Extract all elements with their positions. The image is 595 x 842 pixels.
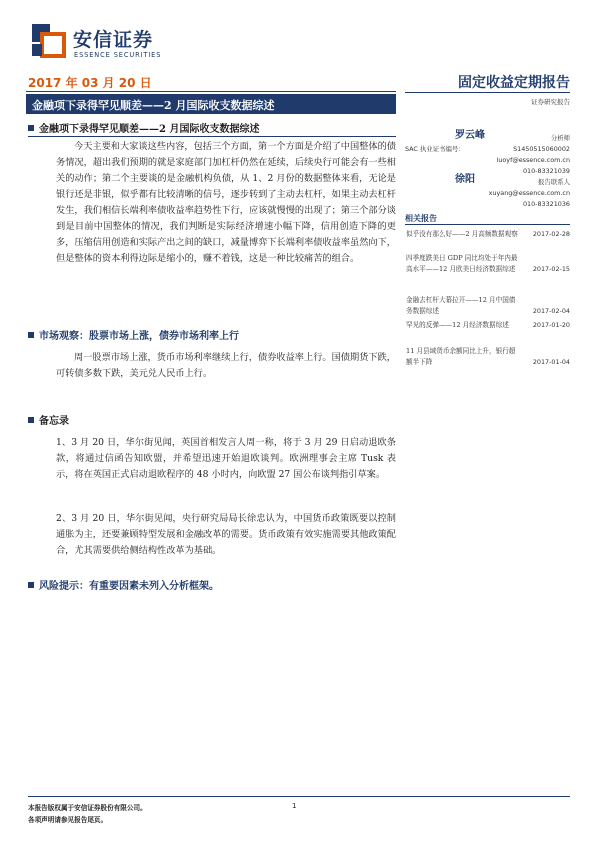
related-report-date: 2017-02-15: [532, 265, 570, 273]
related-report-title[interactable]: 罕见的反弹——12 月经济数据综述: [406, 321, 509, 329]
market-paragraph: 周一股票市场上涨，货币市场利率继续上行，债券收益率上行。国债期货下跌，可转债多数下跌，美元兑人民币上行。: [56, 352, 396, 379]
contact-name: 徐阳: [455, 174, 475, 185]
contact-role: 报告联系人: [538, 178, 570, 186]
section-summary-title: 金融项下录得罕见顺差——2 月国际收支数据综述: [39, 124, 260, 135]
logo-name-cn: 安信证券: [73, 29, 154, 51]
summary-paragraph: 今天主要和大家谈这些内容，包括三个方面，第一个方面是介绍了中国整体的债务情况，超出我们预期的就是家庭部门加杠杆仍然在延续，后续央行可能会有一些相关的动作；第二个主要谈的是金融机构负债，从 1、2 月份的数据整体来看，无论是银行还是非银，似乎都有比较清晰的信号，逐步转到了主动去杠杆，如果主动去杠杆发生，我们相信长端利率债收益率趋势性下行，应该就慢慢的出现了；第三个部分谈到是目前中国整体的情况，我们判断是实际经济增速小幅下降，信用创造下降的更多，压缩信用创造和实际产出之间的缺口，减量博弈下长端利率债收益率虽然向下，但是整体的资本利得边际是缩小的，赚不着钱，这是一种比较痛苦的组合。: [56, 141, 396, 264]
report-subtype: 证券研究报告: [531, 98, 570, 106]
related-report-title[interactable]: 金融去杠杆大幕拉开——12 月中国债务数据综述: [406, 296, 516, 315]
related-report-item[interactable]: [406, 346, 570, 368]
sidebar-divider: [405, 92, 570, 93]
header-divider: [26, 91, 396, 92]
section-marker-icon: [28, 332, 34, 338]
report-type: 固定收益定期报告: [458, 75, 570, 91]
section-market-prefix: 市场观察：: [39, 331, 89, 342]
section-divider: [28, 136, 396, 137]
related-report-item[interactable]: [406, 320, 570, 331]
memo-item-2: 2、3 月 20 日，华尔街见闻，央行研究局局长徐忠认为，中国货币政策既要以控制通胀为主，还要兼顾特型发展和金融改革的需要。货币政策有效实施需要其他政策配合，尤其需要供给侧结构性改革为基础。: [56, 513, 396, 556]
analyst-block: [405, 130, 570, 177]
section-market-heading: [28, 327, 239, 342]
logo-name-en: ESSENCE SECURITIES: [74, 51, 162, 59]
related-report-title[interactable]: 四季度跌美日 GDP 同比均处于年内最高水平——12 月欧美日经济数据综述: [406, 254, 518, 273]
footer-disclaimer: 各项声明请参见报告尾页。: [28, 816, 108, 824]
footer-divider: [28, 796, 570, 797]
page-number: 1: [292, 802, 297, 810]
section-memo-title: 备忘录: [39, 416, 69, 427]
related-report-date: 2017-02-04: [532, 307, 570, 315]
analyst-name: 罗云峰: [455, 130, 485, 141]
section-marker-icon: [28, 582, 34, 588]
related-report-date: 2017-01-20: [532, 321, 570, 329]
logo-mark-icon: [28, 20, 68, 60]
report-title: 金融项下录得罕见顺差——2 月国际收支数据综述: [32, 99, 275, 112]
related-divider: [405, 224, 570, 225]
related-report-title[interactable]: 11 月县域货币余额同比上升，银行超额半下降: [406, 347, 516, 366]
section-market-title: 股票市场上涨，债券市场利率上行: [89, 331, 239, 342]
analyst-cert-label: SAC 执业证书编号：: [405, 145, 465, 153]
report-date: 2017 年 03 月 20 日: [28, 76, 152, 90]
company-logo: [28, 20, 198, 64]
contact-email[interactable]: xuyang@essence.com.cn: [488, 189, 570, 197]
section-summary-heading: [28, 120, 259, 135]
title-bar: [26, 94, 396, 114]
analyst-email[interactable]: luoyf@essence.com.cn: [496, 156, 570, 164]
risk-label: 风险提示：: [39, 581, 89, 592]
section-memo-heading: [28, 412, 69, 427]
risk-text: 有重要因素未列入分析框架。: [89, 581, 219, 592]
related-report-item[interactable]: [406, 295, 570, 317]
risk-warning: [28, 577, 219, 592]
related-report-date: 2017-01-04: [532, 358, 570, 366]
analyst-cert-number: S1450515060002: [513, 145, 570, 153]
section-marker-icon: [28, 125, 34, 131]
analyst-phone: 010-83321039: [522, 167, 570, 175]
related-report-item[interactable]: [406, 229, 570, 240]
contact-phone: 010-83321036: [522, 200, 570, 208]
footer-copyright: 本报告版权属于安信证券股份有限公司。: [28, 804, 147, 812]
related-report-title[interactable]: 似乎没有那么好——2 月高频数据观察: [406, 230, 518, 238]
contact-block: [405, 174, 570, 210]
section-marker-icon: [28, 417, 34, 423]
related-report-item[interactable]: [406, 253, 570, 275]
related-reports-heading: 相关报告: [405, 213, 437, 223]
memo-item-1: 1、3 月 20 日，华尔街见闻，英国首相发言人周一称，将于 3 月 29 日启动退欧条款，将通过信函告知欧盟，并希望迅速开始退欧谈判。欧洲理事会主席 Tusk 表示，将在英国正式启动退欧程序的 48 小时内，向欧盟 27 国公布谈判指引草案。: [56, 437, 396, 480]
analyst-role: 分析师: [550, 134, 570, 142]
related-report-date: 2017-02-28: [532, 230, 570, 238]
